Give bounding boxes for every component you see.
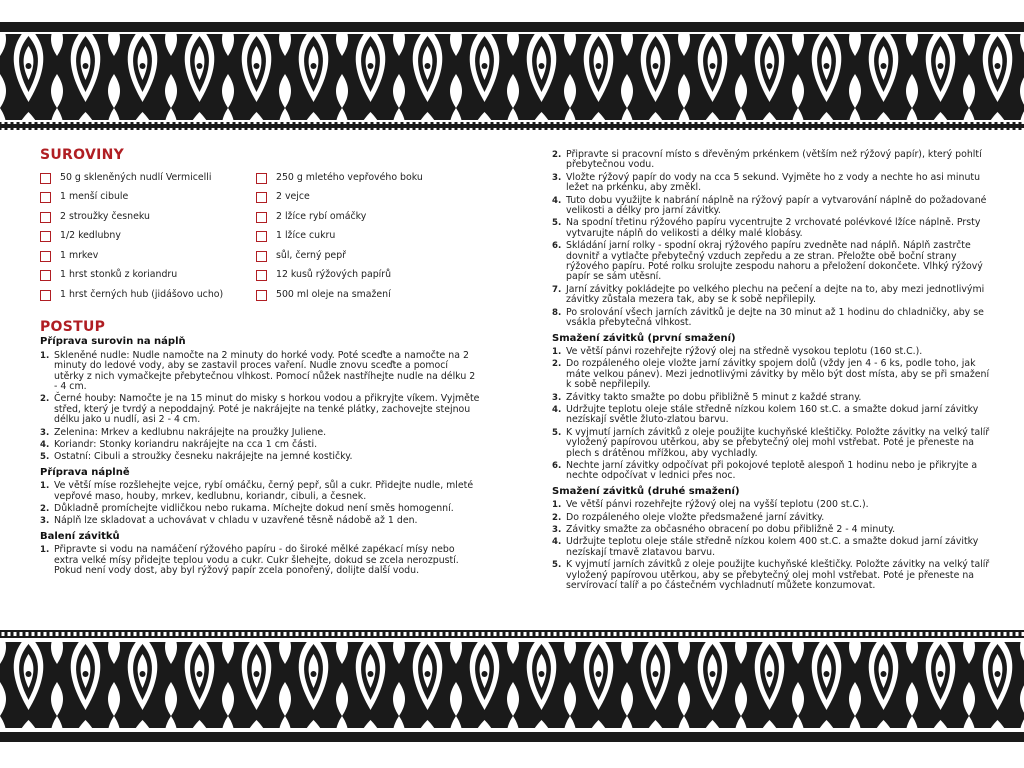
step-item: 4. Koriandr: Stonky koriandru nakrájejte na cca 1 cm části. [40, 438, 318, 450]
step-item: 1. Ve větší pánvi rozehřejte rýžový olej na vyšší teplotu (200 st.C.). [552, 499, 869, 511]
ingredient-item[interactable]: 1 mrkev [40, 246, 256, 266]
step-list [40, 481, 480, 527]
step-item: 3. Závitky smažte za občasného obracení po dobu přibližně 2 - 4 minuty. [552, 524, 896, 535]
step-item: 4. Udržujte teplotu oleje stále středně nízkou kolem 400 st.C. a smažte dokud jarní závitky nezískají tmavě zlatavou barvu. [552, 536, 979, 558]
section-heading: Smažení závitků (první smažení) [552, 332, 736, 344]
step-item: 4. Tuto dobu využijte k nabrání náplně na rýžový papír a vytvarování náplně do požadované velikosti a délky pro jarní závitky. [552, 194, 987, 217]
ingredient-item[interactable]: 2 vejce [256, 188, 476, 208]
checkbox[interactable] [256, 212, 267, 223]
step-item: 3. Závitky takto smažte po dobu přibližně 5 minut z každé strany. [552, 391, 862, 403]
section-heading: Balení závitků [40, 530, 120, 542]
section-heading: Smažení závitků (druhé smažení) [552, 485, 740, 497]
step-item: 2. Do rozpáleného oleje vložte jarní závitky spojem dolů (vždy jen 4 - 6 ks, podle toho, jak máte velkou pánev). Mezi jednotlivými závitky by mělo být dost místa, aby se při smažení k sobě nepřilepily. [552, 358, 990, 391]
checkbox[interactable] [256, 231, 267, 242]
step-item: 6. Skládání jarní rolky - spodní okraj rýžového papíru zvedněte nad náplň. Náplň zastrčte dovnitř a vytlačte přebytečný vzduch zepředu a ze stran. Přeložte obě boční strany rýžového papíru. Poté rolku srolujte zespodu nahoru a přeložení dokončete. Vlhký rýžový papír se sám utěsní. [552, 240, 983, 283]
ingredient-item[interactable]: 1 hrst černých hub (jidášovo ucho) [40, 285, 256, 305]
ingredient-item[interactable]: 50 g skleněných nudlí Vermicelli [40, 168, 256, 188]
step-item: 5. K vyjmutí jarních závitků z oleje použijte kuchyňské kleštičky. Položte závitky na velký talíř vyložený papírovou utěrkou, aby se přebytečný olej mohl vstřebat. Poté je přeneste na servírovací talíř a po částečném vychladnutí můžete konzumovat. [552, 559, 990, 592]
step-list [40, 545, 480, 576]
step-list [552, 500, 992, 591]
checkbox[interactable] [40, 173, 51, 184]
ingredient-item[interactable]: 2 stroužky česneku [40, 207, 256, 227]
step-item: 2. Důkladně promíchejte vidličkou nebo rukama. Míchejte dokud není směs homogenní. [40, 503, 454, 514]
checkbox[interactable] [256, 192, 267, 203]
section-heading: Příprava surovin na náplň [40, 336, 186, 348]
step-item: 4. Udržujte teplotu oleje stále středně nízkou kolem 160 st.C. a smažte dokud jarní závitky nezískají světle žluto-zlatou barvu. [552, 403, 979, 426]
step-item: 5. Na spodní třetinu rýžového papíru vycentrujte 2 vrchovaté polévkové lžíce náplně. Prsty vytvarujte náplň do velikosti a délky malé klobásy. [552, 217, 981, 239]
step-item: 8. Po srolování všech jarních závitků je dejte na 30 minut až 1 hodinu do chladničky, aby se vsákla přebytečná vlhkost. [552, 306, 984, 329]
step-item: 2. Do rozpáleného oleje vložte předsmažené jarní závitky. [552, 511, 825, 523]
step-item: 1. Ve větší pánvi rozehřejte rýžový olej na středně vysokou teplotu (160 st.C.). [552, 345, 923, 357]
step-item: 3. Zelenina: Mrkev a kedlubnu nakrájejte na proužky Juliene. [40, 426, 327, 438]
left-column [40, 147, 480, 578]
step-item: 3. Náplň lze skladovat a uchovávat v chladu v uzavřené těsně nádobě až 1 den. [40, 515, 418, 527]
ingredient-item[interactable]: 1 lžíce cukru [256, 227, 476, 247]
ingredients-grid [40, 168, 480, 305]
step-item: 2. Připravte si pracovní místo s dřevěným prkénkem (větším než rýžový papír), který pohltí přebytečnou vodu. [552, 149, 982, 171]
ingredients-right [256, 168, 476, 305]
checkbox[interactable] [40, 290, 51, 301]
ingredient-item[interactable]: 1/2 kedlubny [40, 227, 256, 247]
checkbox[interactable] [40, 251, 51, 262]
checkbox[interactable] [40, 212, 51, 223]
ingredient-item[interactable]: sůl, černý pepř [256, 246, 476, 266]
checkbox[interactable] [40, 192, 51, 203]
checkbox[interactable] [256, 290, 267, 301]
step-item: 1. Skleněné nudle: Nudle namočte na 2 minuty do horké vody. Poté sceďte a namočte na 2 minuty do ledové vody, aby se zastavil proces vaření. Nudle znovu sceďte a pomocí utěrky z nich vymačkejte přebytečnou vlhkost. Pomocí nůžek nastříhejte nudle na délku 2 - 4 cm. [40, 349, 476, 392]
ingredient-item[interactable]: 250 g mletého vepřového boku [256, 168, 476, 188]
step-item: 6. Nechte jarní závitky odpočívat při pokojové teplotě alespoň 1 hodinu nebo je přikryjte a nechte odpočívat v lednici přes noc. [552, 459, 978, 482]
checkbox[interactable] [40, 231, 51, 242]
step-item: 3. Vložte rýžový papír do vody na cca 5 sekund. Vyjměte ho z vody a nechte ho asi minutu ležet na prkénku, aby změkl. [552, 171, 981, 194]
ingredient-item[interactable]: 2 lžíce rybí omáčky [256, 207, 476, 227]
step-item: 5. Ostatní: Cibuli a stroužky česneku nakrájejte na jemné kostičky. [40, 451, 353, 463]
step-list [40, 351, 480, 463]
ingredient-item[interactable]: 1 hrst stonků z koriandru [40, 266, 256, 286]
step-item: 1. Připravte si vodu na namáčení rýžového papíru - do široké mělké zapékací mísy nebo extra velké mísy přidejte teplou vodu a cukr. Cukr šlehejte, dokud se zcela nerozpustí. Pokud není vody dost, aby byl rýžový papír zcela ponořený, dolijte další vodu. [40, 544, 459, 577]
step-item: 2. Černé houby: Namočte je na 15 minut do misky s horkou vodou a přikryjte víkem. Vyjměte střed, který je tvrdý a nepoddajný. Poté je nakrájejte na tenké plátky, zachovejte stejnou délku jako u nudlí, asi 2 - 4 cm. [40, 393, 480, 426]
step-list [552, 150, 992, 329]
procedure-title: POSTUP [40, 318, 106, 335]
checkbox[interactable] [256, 173, 267, 184]
checkbox[interactable] [256, 270, 267, 281]
section-heading: Příprava náplně [40, 466, 130, 478]
step-item: 5. K vyjmutí jarních závitků z oleje použijte kuchyňské kleštičky. Položte závitky na velký talíř vyložený papírovou utěrkou, aby se přebytečný olej mohl vstřebat. Poté je přeneste na plech s drátěnou mřížkou, aby vychladly. [552, 426, 990, 459]
step-item: 1. Ve větší míse rozšlehejte vejce, rybí omáčku, černý pepř, sůl a cukr. Přidejte nudle, mleté vepřové maso, houby, mrkev, kedlubnu, koriandr, cibuli, a česnek. [40, 480, 474, 502]
ornament-band-bottom [0, 630, 1024, 750]
checkbox[interactable] [40, 270, 51, 281]
ingredient-item[interactable]: 1 menší cibule [40, 188, 256, 208]
right-column [552, 150, 992, 593]
ornament-band-top [0, 22, 1024, 134]
checkbox[interactable] [256, 251, 267, 262]
ingredients-title: SUROVINY [40, 147, 125, 163]
ingredients-left [40, 168, 256, 305]
step-item: 7. Jarní závitky pokládejte po velkého plechu na pečení a dejte na to, aby mezi jednotlivými závitky zůstala mezera tak, aby se k sobě nepřilepily. [552, 283, 985, 306]
ingredient-item[interactable]: 12 kusů rýžových papírů [256, 266, 476, 286]
step-list [552, 347, 992, 482]
ingredient-item[interactable]: 500 ml oleje na smažení [256, 285, 476, 305]
